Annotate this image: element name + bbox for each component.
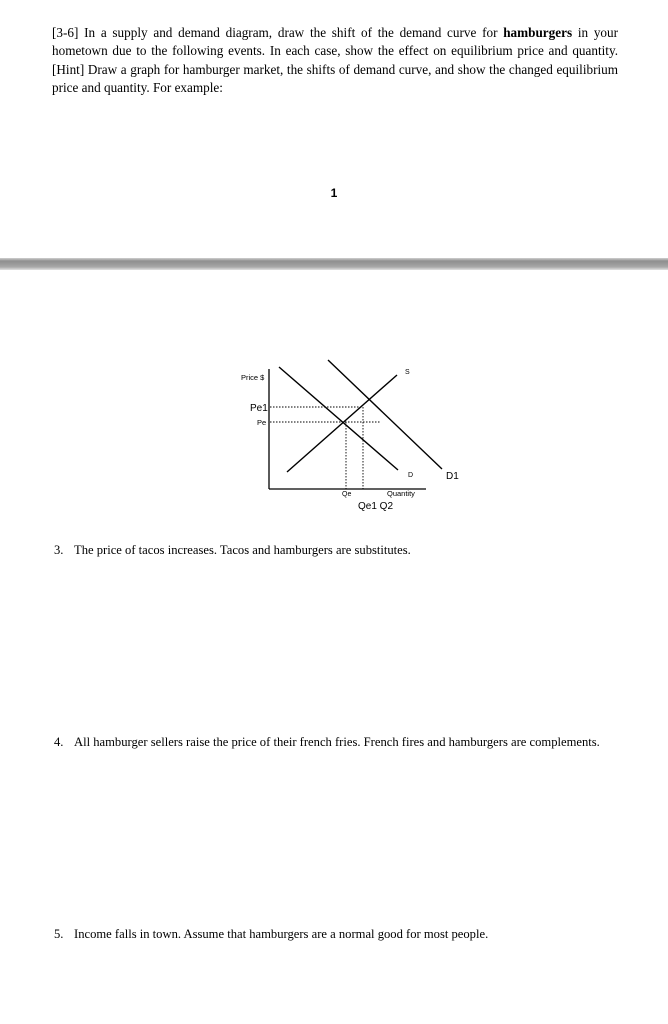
qty-low-label: Qe: [342, 491, 352, 498]
intro-text-start: [3-6] In a supply and demand diagram, draw the shift of the demand curve for: [52, 25, 504, 40]
supply-demand-graph: [230, 355, 480, 515]
question-number: 5.: [54, 927, 64, 941]
question-3: [54, 543, 411, 558]
question-5: [54, 927, 488, 942]
intro-text-end: in your hometown due to the following events. In each case, show the effect on equilibrium price and quantity. [Hint] Draw a graph for hamburger market, the shifts of demand curve, and show the changed equilibrium price and quantity. For example:: [52, 25, 618, 95]
price-high-label: Pe1: [250, 403, 268, 414]
demand-label: D: [408, 472, 414, 479]
question-text: Income falls in town. Assume that hamburgers are a normal good for most people.: [74, 927, 489, 941]
y-axis-label: Price $: [241, 373, 265, 382]
price-low-label: Pe: [257, 418, 267, 427]
intro-paragraph: [52, 24, 618, 97]
demand-curve: [279, 367, 398, 470]
question-text: The price of tacos increases. Tacos and hamburgers are substitutes.: [74, 543, 411, 557]
supply-label: S: [405, 369, 410, 376]
question-text: All hamburger sellers raise the price of their french fries. French fires and hamburgers are complements.: [74, 735, 600, 749]
x-axis-label: Quantity: [387, 489, 415, 498]
page-number: 1: [330, 186, 338, 200]
question-4: [54, 735, 600, 750]
supply-curve: [287, 375, 397, 472]
shifted-demand-label: D1: [446, 471, 459, 482]
intro-bold-term: hamburgers: [503, 25, 573, 40]
shifted-demand-curve: [328, 360, 442, 469]
qty-labels: Qe1 Q2: [358, 501, 394, 512]
page-separator: [0, 258, 668, 270]
question-number: 3.: [54, 543, 64, 557]
question-number: 4.: [54, 735, 64, 749]
